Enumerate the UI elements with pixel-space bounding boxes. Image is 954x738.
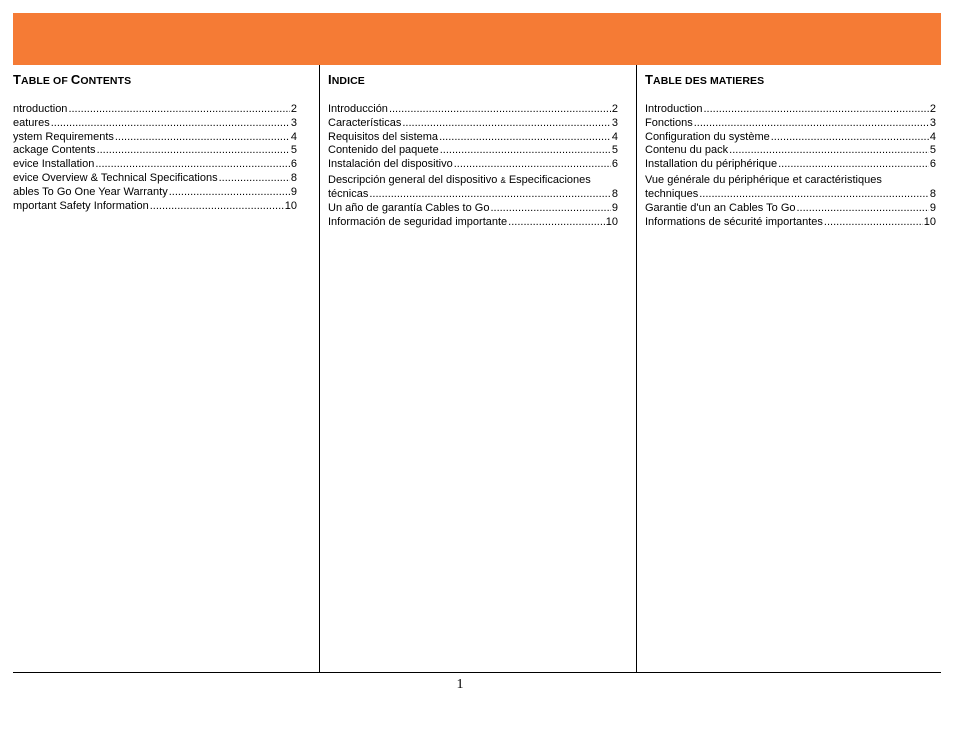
toc-entry[interactable]: [13, 131, 297, 145]
dot-leader: [369, 188, 611, 202]
dot-leader: [219, 172, 290, 186]
toc-entry-page: 5: [290, 144, 297, 157]
dot-leader: [389, 103, 611, 117]
toc-entry-label: Introduction: [645, 103, 703, 115]
toc-list: [328, 103, 618, 229]
toc-entry-label: ables To Go One Year Warranty: [13, 185, 168, 198]
toc-entry[interactable]: [645, 144, 936, 158]
toc-entry[interactable]: [328, 216, 618, 230]
toc-entry-page: 3: [929, 116, 936, 129]
toc-entry-label: Fonctions: [645, 116, 693, 129]
toc-entry-label: ystem Requirements: [13, 130, 114, 143]
toc-entry[interactable]: [13, 144, 297, 158]
toc-entry[interactable]: [328, 144, 618, 158]
dot-leader: [771, 131, 929, 145]
toc-entry[interactable]: [13, 117, 297, 131]
toc-entry-label: ackage Contents: [13, 144, 96, 157]
toc-entry-label: Configuration du système: [645, 130, 770, 143]
dot-leader: [115, 131, 290, 145]
dot-leader: [68, 103, 289, 117]
dot-leader: [797, 202, 929, 216]
toc-entry-label: técnicas: [328, 187, 369, 200]
dot-leader: [454, 158, 611, 172]
toc-entry-page: 8: [611, 187, 618, 200]
toc-entry-page: 9: [290, 185, 297, 198]
toc-entry-page: 5: [929, 144, 936, 157]
toc-entry[interactable]: [328, 103, 618, 117]
toc-entry-label: Instalación del dispositivo: [328, 158, 453, 171]
dot-leader: [51, 117, 290, 131]
toc-entry-page: 6: [929, 158, 936, 171]
dot-leader: [778, 158, 929, 172]
toc-entry-page: 10: [284, 199, 297, 212]
toc-entry-page: 4: [611, 130, 618, 143]
toc-entry-label: Un año de garantía Cables to Go: [328, 201, 490, 214]
toc-entry-label: Informations de sécurité importantes: [645, 215, 823, 228]
toc-entry-page: 6: [611, 158, 618, 171]
toc-title: TABLE OF CONTENTS: [13, 72, 132, 87]
toc-entry-page: 4: [929, 130, 936, 143]
dot-leader: [95, 158, 290, 172]
dot-leader: [824, 216, 923, 230]
dot-leader: [699, 188, 929, 202]
dot-leader: [97, 144, 290, 158]
toc-entry[interactable]: [13, 186, 297, 200]
dot-leader: [729, 144, 929, 158]
toc-entry-label: Installation du périphérique: [645, 158, 778, 171]
column-divider: [636, 65, 637, 672]
dot-leader: [703, 103, 928, 117]
toc-entry[interactable]: [328, 158, 618, 172]
column-divider: [319, 65, 320, 672]
toc-entry-heading-part: Especificaciones: [508, 173, 591, 186]
toc-title: TABLE DES MATIERES: [645, 72, 765, 87]
toc-entry-page: 2: [290, 103, 297, 115]
dot-leader: [694, 117, 929, 131]
toc-entry[interactable]: [645, 158, 936, 172]
dot-leader: [169, 186, 290, 200]
toc-entry-page: 4: [290, 130, 297, 143]
toc-entry[interactable]: [645, 202, 936, 216]
toc-entry-label: evice Overview & Technical Specifications: [13, 171, 218, 184]
toc-entry[interactable]: [328, 172, 618, 202]
toc-entry-page: 2: [611, 103, 618, 115]
toc-entry-heading-part: Descripción general del dispositivo: [328, 173, 498, 186]
toc-entry-heading: Vue générale du périphérique et caractéristiques: [645, 173, 882, 186]
dot-leader: [490, 202, 610, 216]
toc-entry-label: Características: [328, 116, 402, 129]
toc-entry-label: Garantie d'un an Cables To Go: [645, 201, 796, 214]
toc-entry[interactable]: [328, 202, 618, 216]
toc-entry-page: 2: [929, 103, 936, 115]
toc-entry[interactable]: [328, 131, 618, 145]
toc-entry[interactable]: [13, 200, 297, 214]
toc-entry-label: evice Installation: [13, 158, 95, 171]
toc-entry[interactable]: [645, 172, 936, 202]
toc-entry-page: 3: [611, 116, 618, 129]
toc-entry[interactable]: [328, 117, 618, 131]
toc-column-french: [645, 65, 936, 672]
toc-entry-label: techniques: [645, 187, 699, 200]
header-banner: [13, 13, 941, 65]
ampersand: &: [500, 175, 506, 185]
footer-rule: [13, 672, 941, 673]
toc-entry-label: Información de seguridad importante: [328, 215, 508, 228]
dot-leader: [440, 144, 611, 158]
toc-entry-page: 10: [605, 215, 618, 228]
dot-leader: [508, 216, 605, 230]
dot-leader: [150, 200, 284, 214]
toc-entry-page: 10: [923, 215, 936, 228]
toc-entry-label: Introducción: [328, 103, 388, 115]
toc-entry-page: 9: [611, 201, 618, 214]
toc-entry[interactable]: [13, 172, 297, 186]
dot-leader: [402, 117, 611, 131]
toc-entry-page: 6: [290, 158, 297, 171]
toc-entry-label: mportant Safety Information: [13, 199, 149, 212]
page-number: 1: [456, 677, 464, 692]
toc-entry[interactable]: [645, 117, 936, 131]
toc-entry-page: 3: [290, 116, 297, 129]
toc-entry[interactable]: [13, 103, 297, 117]
toc-entry-label: ntroduction: [13, 103, 68, 115]
toc-entry-page: 8: [290, 171, 297, 184]
toc-list: [13, 103, 297, 213]
toc-entry-label: eatures: [13, 116, 50, 129]
toc-column-english: [13, 65, 297, 672]
dot-leader: [439, 131, 611, 145]
toc-entry-label: Contenido del paquete: [328, 144, 439, 157]
toc-entry[interactable]: [645, 216, 936, 230]
toc-list: [645, 103, 936, 229]
toc-entry[interactable]: [645, 103, 936, 117]
toc-entry-page: 5: [611, 144, 618, 157]
toc-entry-label: Contenu du pack: [645, 144, 729, 157]
toc-title: INDICE: [328, 72, 365, 87]
toc-entry[interactable]: [645, 131, 936, 145]
toc-entry-page: 8: [929, 187, 936, 200]
toc-column-spanish: [328, 65, 618, 672]
toc-entry-heading: [328, 172, 618, 188]
toc-entry-label: Requisitos del sistema: [328, 130, 439, 143]
toc-entry[interactable]: [13, 158, 297, 172]
toc-entry-page: 9: [929, 201, 936, 214]
